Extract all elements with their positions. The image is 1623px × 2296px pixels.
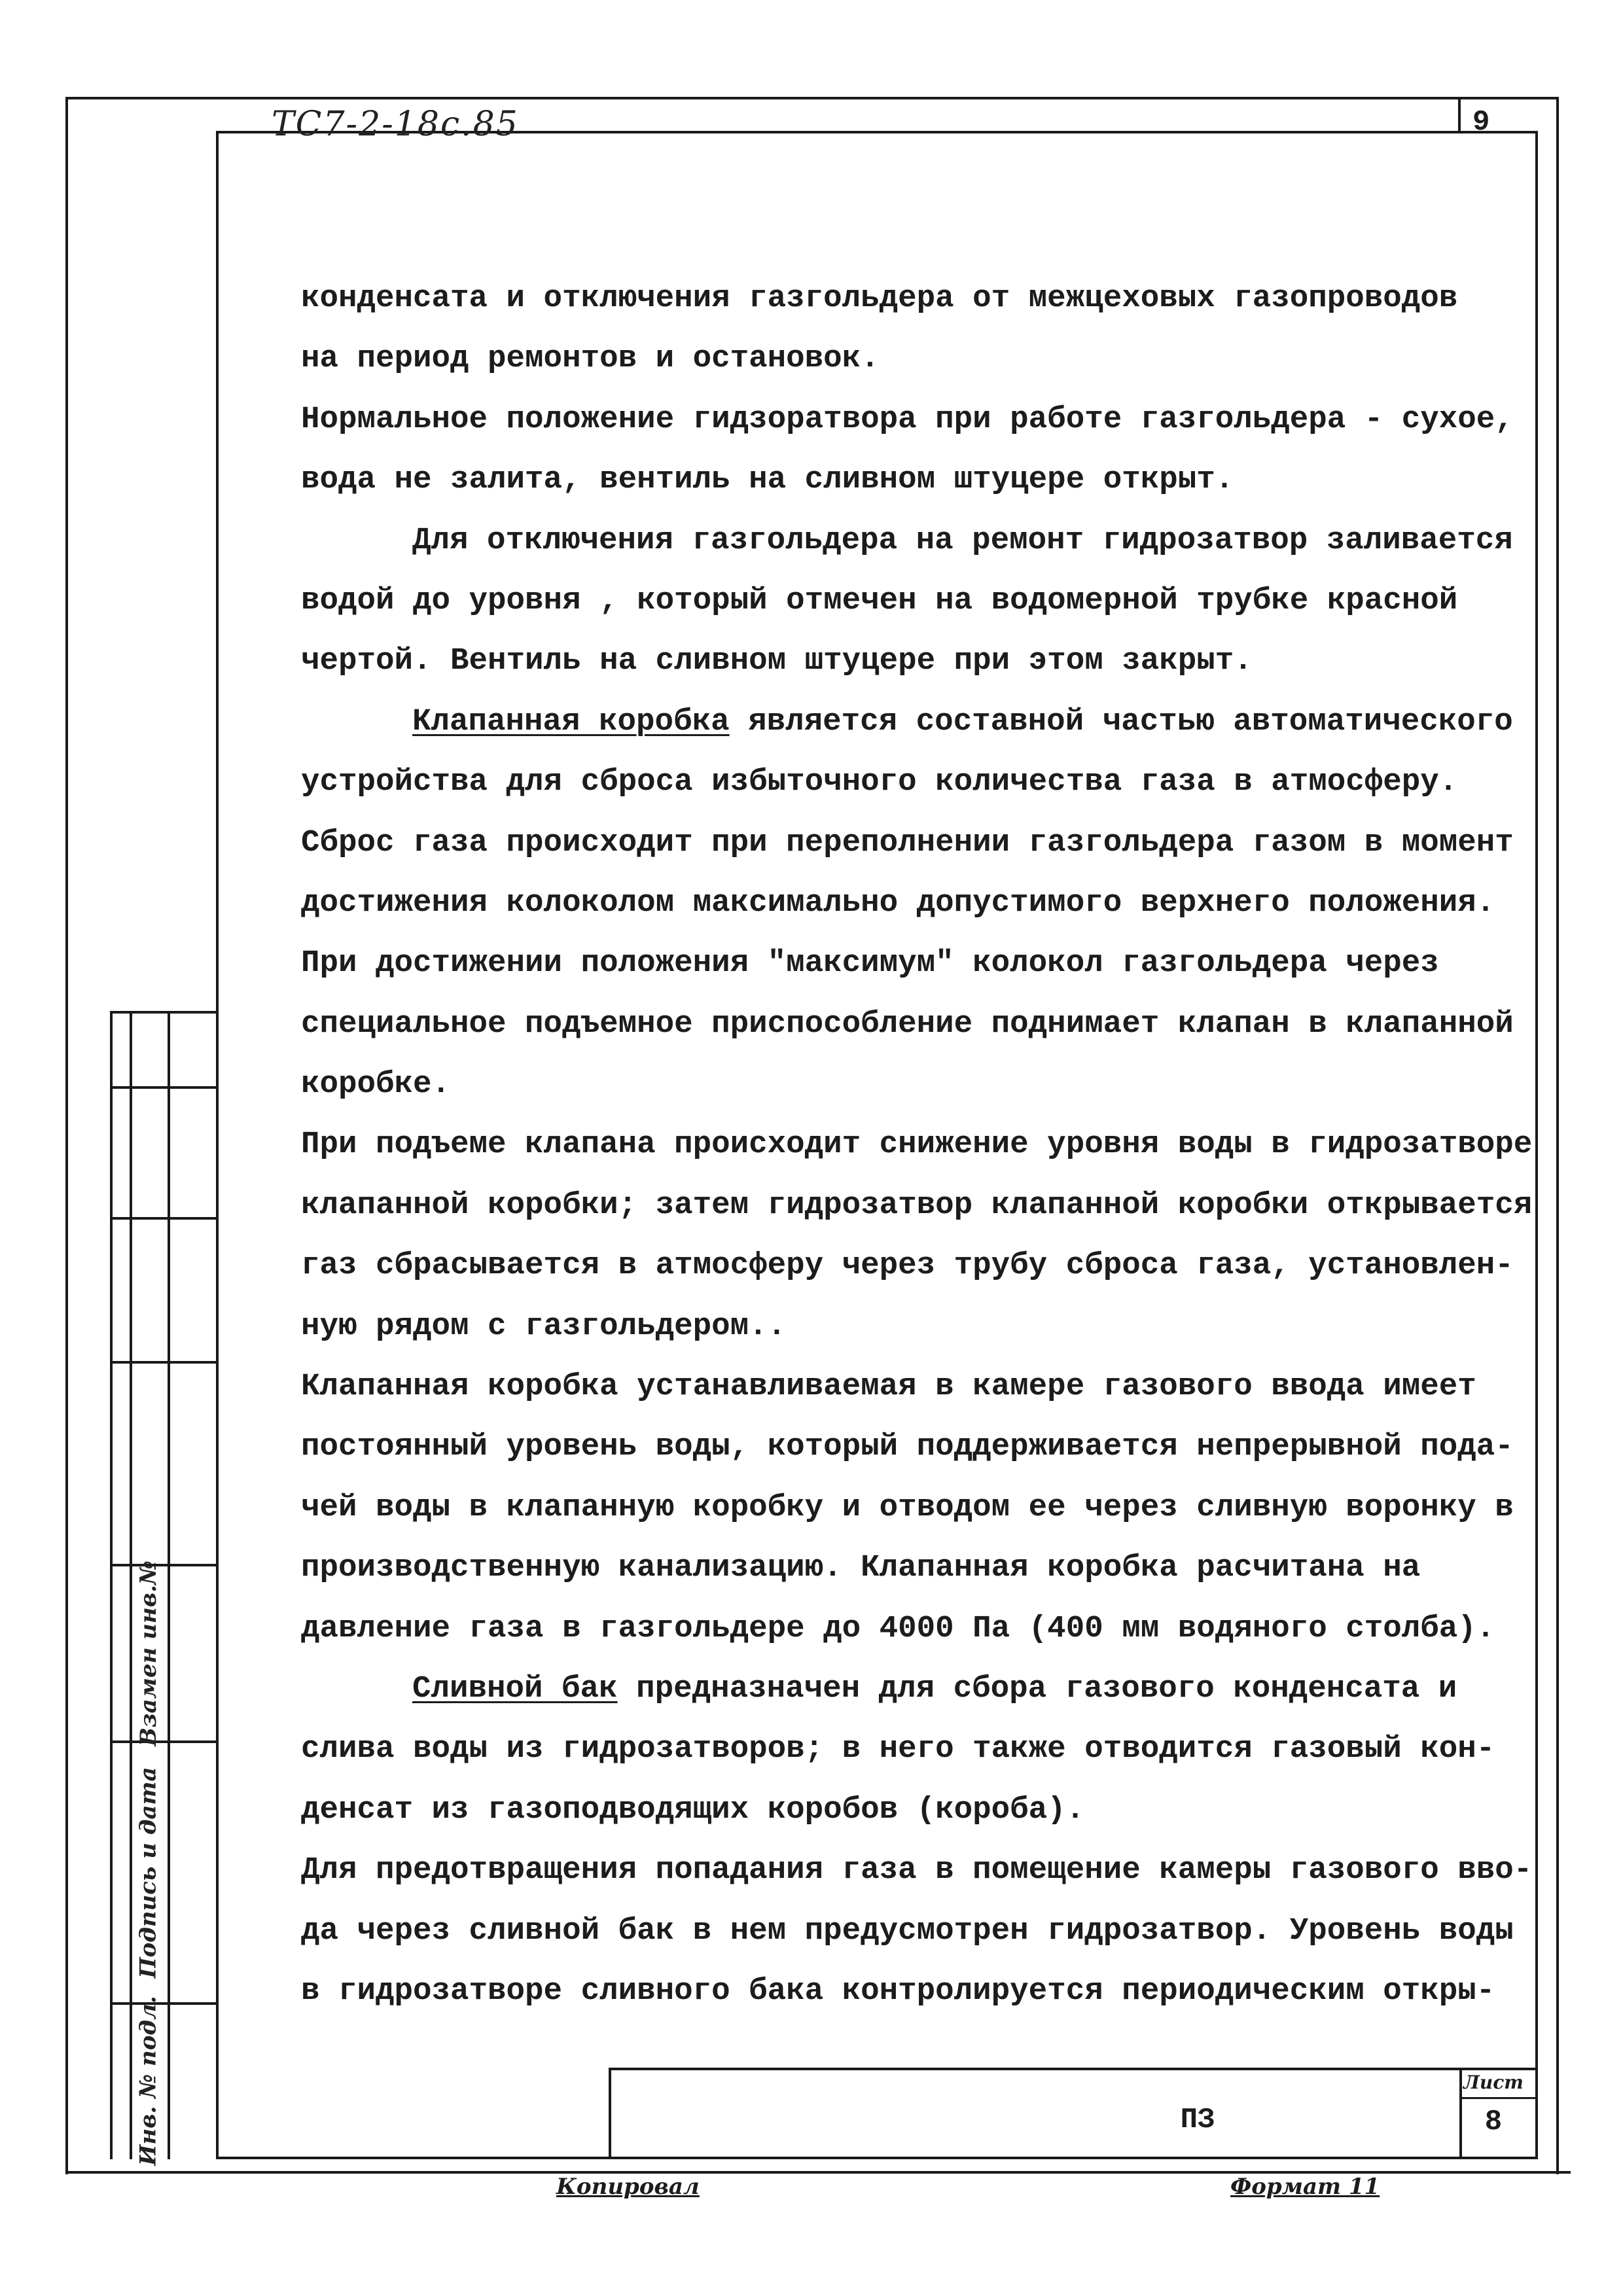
title-block-top <box>609 2068 1538 2070</box>
text-line: устройства для сброса избыточного количества газа в атмосферу. <box>301 764 1458 800</box>
body-text <box>301 268 1531 2021</box>
text-line: Клапанная коробка устанавливаемая в камере газового ввода имеет <box>301 1369 1476 1405</box>
page-number: 9 <box>1472 106 1490 139</box>
inner-frame-bottom <box>216 2157 1538 2159</box>
text-line: чей воды в клапанную коробку и отводом ее через сливную воронку в <box>301 1489 1514 1525</box>
text-line: Для отключения газгольдера на ремонт гидрозатвор заливается <box>412 522 1513 558</box>
text-line: производственную канализацию. Клапанная коробка расчитана на <box>301 1550 1421 1586</box>
text-line: При подъеме клапана происходит снижение уровня воды в гидрозатворе <box>301 1127 1533 1163</box>
stamp-signature-date: Подпись и дата <box>135 1767 162 1979</box>
sheet-number: 8 <box>1484 2106 1503 2138</box>
text-line: специальное подъемное приспособление поднимает клапан в клапанной <box>301 1006 1514 1042</box>
text-line: ную рядом с газгольдером.. <box>301 1308 787 1344</box>
text-line: клапанной коробки; затем гидрозатвор клапанной коробки открывается <box>301 1187 1533 1223</box>
stamp-row-divider <box>110 1217 219 1220</box>
text-line: коробке. <box>301 1067 451 1103</box>
term-valve-box: Клапанная коробка <box>412 703 730 739</box>
paper-format: Формат 11 <box>1230 2174 1380 2200</box>
text-line: достижения колоколом максимально допустимого верхнего положения. <box>301 885 1495 921</box>
document-type: ПЗ <box>1180 2104 1215 2136</box>
stamp-top-border <box>110 1011 219 1014</box>
text-line: При достижении положения "максимум" колокол газгольдера через <box>301 945 1439 981</box>
text-line: постоянный уровень воды, который поддерживается непрерывной пода- <box>301 1429 1514 1465</box>
inner-frame-right <box>1535 131 1538 2159</box>
text-line: конденсата и отключения газгольдера от межцеховых газопроводов <box>301 281 1458 316</box>
outer-frame-right <box>1556 97 1559 2174</box>
text-line: денсат из газоподводящих коробов (короба). <box>301 1792 1085 1828</box>
document-code: ТС7-2-18с.85 <box>272 105 519 144</box>
title-block-left <box>609 2068 611 2159</box>
text-line: чертой. Вентиль на сливном штуцере при этом закрыт. <box>301 643 1253 679</box>
text-line: Сливной бак предназначен для сбора газового конденсата и <box>412 1670 1457 1706</box>
sheet-label: Лист <box>1463 2072 1524 2093</box>
title-block-sheet-row <box>1459 2097 1538 2099</box>
text-line: Для предотвращения попадания газа в помещение камеры газового вво- <box>301 1852 1533 1888</box>
term-drain-tank: Сливной бак <box>412 1670 618 1706</box>
text-line: слива воды из гидрозатворов; в него также отводится газовый кон- <box>301 1731 1495 1767</box>
text-line: на период ремонтов и остановок. <box>301 341 880 377</box>
stamp-row-divider <box>110 1361 219 1364</box>
inner-frame-left <box>216 131 219 2159</box>
text-line: газ сбрасывается в атмосферу через трубу сброса газа, установлен- <box>301 1248 1514 1284</box>
copied-by: Копировал <box>556 2174 700 2200</box>
stamp-left-border <box>110 1011 113 2159</box>
text-line: да через сливной бак в нем предусмотрен гидрозатвор. Уровень воды <box>301 1913 1514 1949</box>
text-line: давление газа в газгольдере до 4000 Па (400 мм водяного столба). <box>301 1610 1495 1646</box>
page-number-box-left <box>1458 97 1461 133</box>
outer-frame-top <box>65 97 1556 99</box>
text-line: Нормальное положение гидзоратвора при работе газгольдера - сухое, <box>301 401 1514 437</box>
outer-frame-left <box>65 97 68 2174</box>
text-line: вода не залита, вентиль на сливном штуцере открыт. <box>301 462 1234 498</box>
text-line: Клапанная коробка является составной частью автоматического <box>412 703 1513 739</box>
text-line: Сброс газа происходит при переполнении газгольдера газом в момент <box>301 824 1514 860</box>
text-line: в гидрозатворе сливного бака контролируется периодическим откры- <box>301 1973 1495 2009</box>
stamp-inv-number: Инв. № подл. <box>135 1996 162 2166</box>
stamp-row-divider <box>110 1086 219 1089</box>
text-line: водой до уровня , который отмечен на водомерной трубке красной <box>301 582 1458 618</box>
stamp-replaced-inv: Взамен инв.№ <box>135 1561 162 1746</box>
stamp-col-divider-2 <box>168 1011 170 2159</box>
